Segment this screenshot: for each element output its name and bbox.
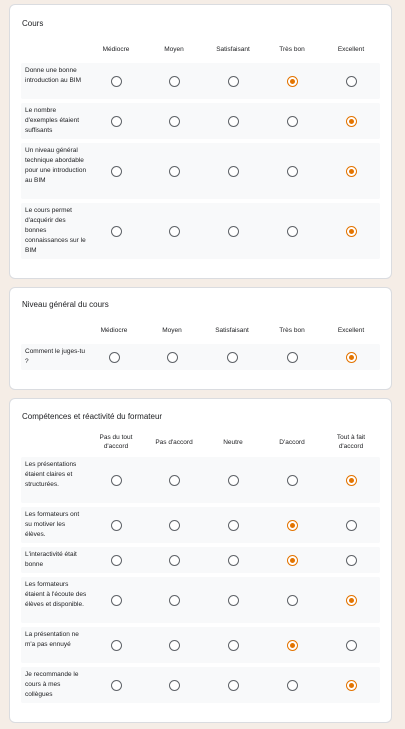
rating-radio[interactable] xyxy=(228,76,239,87)
grid-row xyxy=(21,203,380,259)
section-card-cours xyxy=(9,4,392,279)
rating-radio[interactable] xyxy=(346,640,357,651)
section-card-niveau-general xyxy=(9,287,392,390)
rating-radio[interactable] xyxy=(169,595,180,606)
grid-row xyxy=(21,344,380,370)
rating-radio[interactable] xyxy=(346,166,357,177)
column-header: D'accord xyxy=(279,439,305,446)
rating-radio[interactable] xyxy=(167,352,178,363)
row-label: Je recommande le cours à mes collègues xyxy=(25,671,79,698)
rating-radio[interactable] xyxy=(227,352,238,363)
grid-row xyxy=(21,667,380,703)
grid-row xyxy=(21,457,380,503)
rating-radio[interactable] xyxy=(346,680,357,691)
grid-row xyxy=(21,143,380,199)
rating-radio[interactable] xyxy=(228,475,239,486)
rating-radio[interactable] xyxy=(228,226,239,237)
section-title: Cours xyxy=(22,19,44,28)
grid-row xyxy=(21,577,380,623)
row-label: Un niveau général technique abordable pour une introduction au BIM xyxy=(25,147,87,184)
rating-radio[interactable] xyxy=(169,166,180,177)
column-header: Très bon xyxy=(279,46,305,53)
rating-radio[interactable] xyxy=(169,680,180,691)
rating-radio[interactable] xyxy=(111,116,122,127)
row-label: Les présentations étaient claires et structurées. xyxy=(25,461,77,488)
rating-radio[interactable] xyxy=(287,76,298,87)
column-header: Médiocre xyxy=(102,46,130,53)
row-label: Les formateurs étaient à l'écoute des élèves et disponible. xyxy=(25,581,87,608)
rating-radio[interactable] xyxy=(111,475,122,486)
rating-radio[interactable] xyxy=(169,226,180,237)
rating-radio[interactable] xyxy=(346,116,357,127)
rating-radio[interactable] xyxy=(111,595,122,606)
rating-radio[interactable] xyxy=(169,76,180,87)
grid-row xyxy=(21,63,380,99)
section-title: Compétences et réactivité du formateur xyxy=(22,412,163,421)
column-header: Moyen xyxy=(164,46,184,53)
column-header: Médiocre xyxy=(100,327,128,334)
row-label: Le nombre d'exemples étaient suffisants xyxy=(25,107,79,134)
rating-radio[interactable] xyxy=(346,352,357,363)
rating-radio[interactable] xyxy=(228,680,239,691)
rating-radio[interactable] xyxy=(169,640,180,651)
rating-radio[interactable] xyxy=(287,475,298,486)
rating-radio[interactable] xyxy=(111,555,122,566)
grid-row xyxy=(21,627,380,663)
rating-radio[interactable] xyxy=(228,520,239,531)
rating-radio[interactable] xyxy=(228,595,239,606)
column-header: Excellent xyxy=(337,46,365,53)
row-label: Comment le juges-tu ? xyxy=(25,348,85,365)
rating-radio[interactable] xyxy=(287,640,298,651)
row-label: L'interactivité était bonne xyxy=(25,551,77,568)
grid-row xyxy=(21,103,380,139)
rating-radio[interactable] xyxy=(287,520,298,531)
rating-radio[interactable] xyxy=(228,116,239,127)
rating-radio[interactable] xyxy=(111,520,122,531)
rating-radio[interactable] xyxy=(346,76,357,87)
column-header: Excellent xyxy=(337,327,365,334)
rating-radio[interactable] xyxy=(287,116,298,127)
rating-radio[interactable] xyxy=(109,352,120,363)
rating-radio[interactable] xyxy=(346,595,357,606)
rating-radio[interactable] xyxy=(111,166,122,177)
column-header: Satisfaisant xyxy=(216,46,250,53)
rating-radio[interactable] xyxy=(169,116,180,127)
rating-radio[interactable] xyxy=(287,226,298,237)
column-header: Pas du tout d'accord xyxy=(99,434,133,450)
rating-radio[interactable] xyxy=(287,680,298,691)
rating-radio[interactable] xyxy=(228,640,239,651)
rating-radio[interactable] xyxy=(111,76,122,87)
rating-radio[interactable] xyxy=(228,166,239,177)
column-header: Moyen xyxy=(162,327,182,334)
section-title: Niveau général du cours xyxy=(22,300,109,309)
rating-radio[interactable] xyxy=(228,555,239,566)
rating-radio[interactable] xyxy=(169,555,180,566)
rating-radio[interactable] xyxy=(346,520,357,531)
grid-row xyxy=(21,547,380,573)
rating-radio[interactable] xyxy=(169,520,180,531)
rating-radio[interactable] xyxy=(287,595,298,606)
rating-radio[interactable] xyxy=(346,226,357,237)
column-header: Neutre xyxy=(223,439,243,446)
column-header: Très bon xyxy=(279,327,305,334)
column-header: Tout à fait d'accord xyxy=(336,434,366,450)
grid-row xyxy=(21,507,380,543)
rating-radio[interactable] xyxy=(346,475,357,486)
column-header: Pas d'accord xyxy=(155,439,193,446)
row-label: Donne une bonne introduction au BIM xyxy=(25,67,82,84)
section-card-competences xyxy=(9,398,392,723)
row-label: Les formateurs ont su motiver les élèves. xyxy=(25,511,80,538)
rating-radio[interactable] xyxy=(287,555,298,566)
rating-radio[interactable] xyxy=(287,166,298,177)
row-label: Le cours permet d'acquérir des bonnes connaissances sur le BIM xyxy=(25,207,86,254)
row-label: La présentation ne m'a pas ennuyé xyxy=(25,631,79,648)
rating-radio[interactable] xyxy=(346,555,357,566)
rating-radio[interactable] xyxy=(111,640,122,651)
rating-radio[interactable] xyxy=(169,475,180,486)
column-header: Satisfaisant xyxy=(215,327,249,334)
rating-radio[interactable] xyxy=(111,680,122,691)
rating-radio[interactable] xyxy=(287,352,298,363)
rating-radio[interactable] xyxy=(111,226,122,237)
